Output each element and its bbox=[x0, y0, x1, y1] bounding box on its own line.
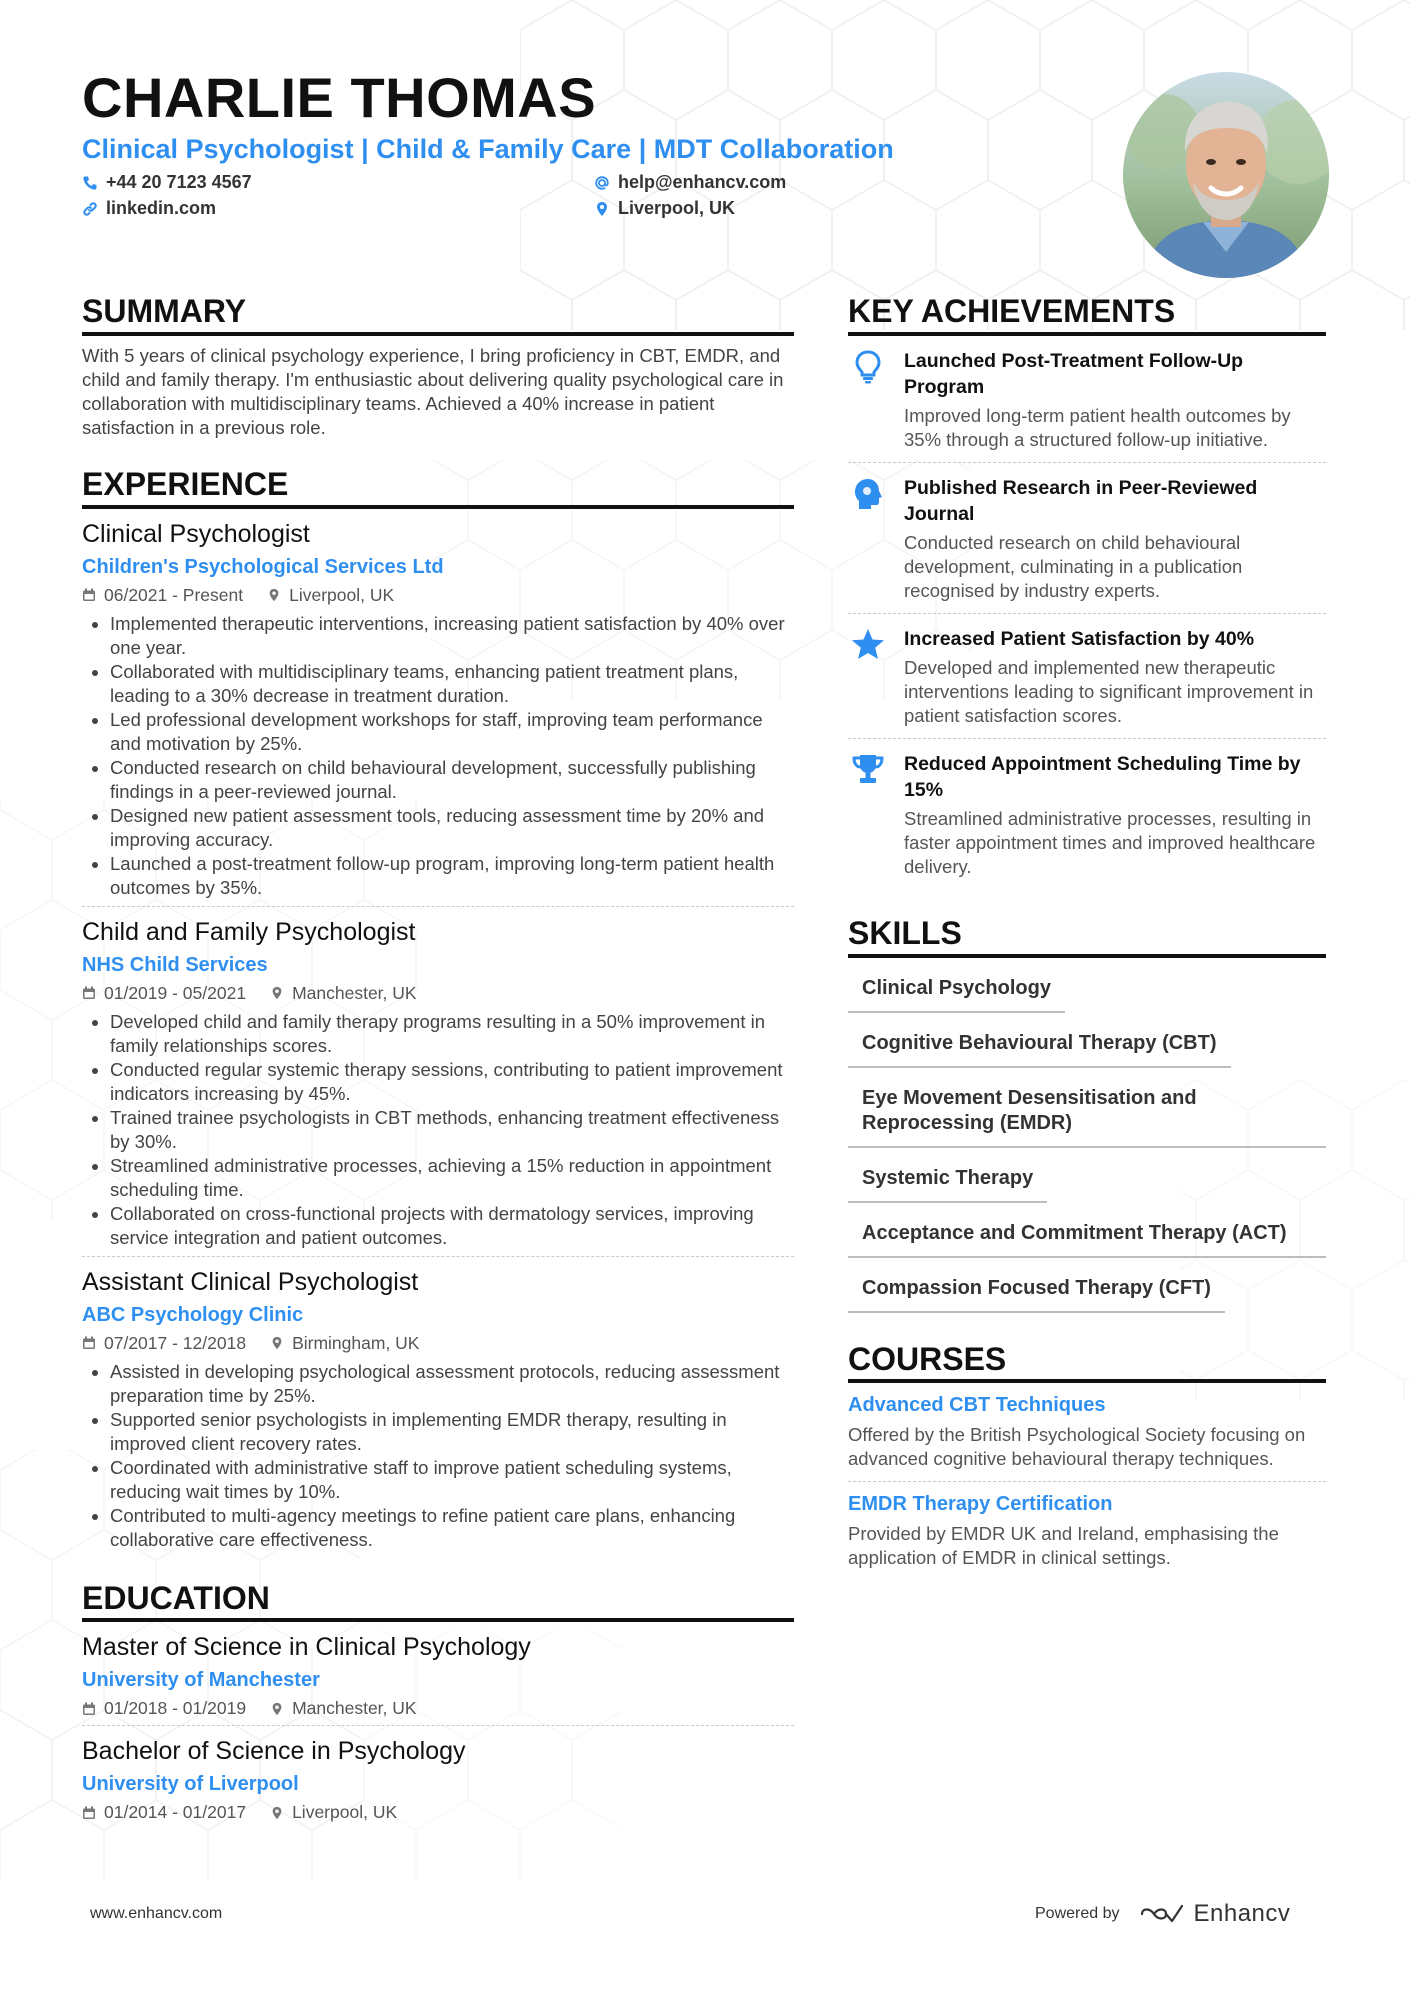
star-icon bbox=[851, 628, 885, 660]
education-dates: 01/2018 - 01/2019 bbox=[104, 1698, 247, 1719]
education-meta bbox=[82, 1802, 794, 1823]
trophy-icon bbox=[851, 753, 885, 785]
company-name: NHS Child Services bbox=[82, 953, 268, 976]
company-name: ABC Psychology Clinic bbox=[82, 1303, 304, 1326]
job-dates: 01/2019 - 05/2021 bbox=[104, 982, 247, 1003]
achievement-item bbox=[848, 463, 1326, 614]
list-item: • Assisted in developing psychological assessment protocols, reducing assessment preparation time by 25%. bbox=[110, 1360, 794, 1408]
list-item: • Collaborated with multidisciplinary teams, enhancing patient treatment plans, leading to a 30% decrease in treatment duration. bbox=[110, 660, 794, 708]
skill-tag: Systemic Therapy bbox=[848, 1166, 1047, 1203]
phone-text: +44 20 7123 4567 bbox=[106, 172, 252, 192]
job-entry bbox=[82, 907, 794, 1257]
course-title: Advanced CBT Techniques bbox=[848, 1394, 1106, 1417]
summary-title: SUMMARY bbox=[82, 293, 794, 336]
summary-section bbox=[82, 293, 794, 440]
education-entry bbox=[82, 1726, 794, 1829]
map-pin-icon bbox=[270, 985, 284, 1001]
brand-name: Enhancv bbox=[1193, 1900, 1291, 1927]
job-meta bbox=[82, 1333, 794, 1354]
education-location: Manchester, UK bbox=[292, 1698, 417, 1719]
achievement-desc: Developed and implemented new therapeutic interventions leading to significant improvement in patient satisfaction scores. bbox=[904, 656, 1314, 726]
skill-tag: Acceptance and Commitment Therapy (ACT) bbox=[848, 1221, 1326, 1258]
headline: Clinical Psychologist | Child & Family Care | MDT Collaboration bbox=[82, 134, 894, 164]
footer-powered bbox=[1035, 1900, 1290, 1928]
experience-title: EXPERIENCE bbox=[82, 466, 794, 509]
head-icon bbox=[852, 477, 884, 511]
phone-icon bbox=[82, 175, 98, 191]
achievement-title: Launched Post-Treatment Follow-Up Program bbox=[904, 349, 1244, 398]
degree-title: Master of Science in Clinical Psychology bbox=[82, 1633, 531, 1662]
job-location: Liverpool, UK bbox=[289, 584, 395, 605]
lightbulb-icon bbox=[854, 350, 882, 384]
powered-by-label: Powered by bbox=[1035, 1905, 1120, 1922]
linkedin-text: linkedin.com bbox=[106, 198, 217, 218]
course-title: EMDR Therapy Certification bbox=[848, 1493, 1113, 1516]
achievement-desc: Improved long-term patient health outcomes by 35% through a structured follow-up initiative. bbox=[904, 404, 1291, 450]
achievements-section bbox=[848, 293, 1326, 889]
skills-title: SKILLS bbox=[848, 915, 1326, 958]
job-bullets bbox=[82, 612, 794, 900]
achievement-item bbox=[848, 336, 1326, 463]
job-entry bbox=[82, 509, 794, 907]
calendar-icon bbox=[82, 986, 96, 1000]
skill-tag: Clinical Psychology bbox=[848, 976, 1065, 1013]
enhancv-logo-icon bbox=[1138, 1902, 1186, 1926]
skill-tag: Cognitive Behavioural Therapy (CBT) bbox=[848, 1031, 1231, 1068]
right-column bbox=[848, 293, 1326, 1580]
courses-section bbox=[848, 1341, 1326, 1581]
course-desc: Provided by EMDR UK and Ireland, emphasising the application of EMDR in clinical settings. bbox=[848, 1523, 1279, 1569]
job-bullets bbox=[82, 1010, 794, 1250]
education-meta bbox=[82, 1698, 794, 1719]
education-entry bbox=[82, 1622, 794, 1726]
achievement-title: Reduced Appointment Scheduling Time by 15% bbox=[904, 752, 1301, 801]
skill-tag: Eye Movement Desensitisation and Reprocessing (EMDR) bbox=[848, 1086, 1326, 1148]
job-dates: 07/2017 - 12/2018 bbox=[104, 1332, 247, 1353]
job-location: Manchester, UK bbox=[292, 982, 417, 1003]
calendar-icon bbox=[82, 1336, 96, 1350]
list-item: • Collaborated on cross-functional projects with dermatology services, improving service integration and patient outcomes. bbox=[110, 1202, 794, 1250]
achievements-title: KEY ACHIEVEMENTS bbox=[848, 293, 1326, 336]
location-text: Liverpool, UK bbox=[618, 198, 736, 218]
list-item: • Designed new patient assessment tools, reducing assessment time by 20% and improving accuracy. bbox=[110, 804, 794, 852]
job-dates: 06/2021 - Present bbox=[104, 584, 244, 605]
calendar-icon bbox=[82, 1806, 96, 1820]
achievement-item bbox=[848, 614, 1326, 739]
course-desc: Offered by the British Psychological Society focusing on advanced cognitive behavioural therapy techniques. bbox=[848, 1424, 1306, 1470]
email-text: help@enhancv.com bbox=[618, 172, 787, 192]
course-item bbox=[848, 1482, 1326, 1580]
courses-title: COURSES bbox=[848, 1341, 1326, 1384]
link-icon bbox=[82, 201, 98, 217]
map-pin-icon bbox=[594, 201, 610, 217]
job-title: Child and Family Psychologist bbox=[82, 917, 416, 946]
list-item: • Conducted research on child behavioural development, successfully publishing findings in a peer-reviewed journal. bbox=[110, 756, 794, 804]
achievement-desc: Conducted research on child behavioural development, culminating in a publication recognised by industry experts. bbox=[904, 531, 1243, 601]
job-title: Clinical Psychologist bbox=[82, 519, 310, 548]
contact-location bbox=[594, 198, 735, 219]
contact-linkedin[interactable] bbox=[82, 198, 216, 219]
achievement-desc: Streamlined administrative processes, resulting in faster appointment times and improved healthcare delivery. bbox=[904, 807, 1316, 877]
list-item: • Implemented therapeutic interventions, increasing patient satisfaction by 40% over one year. bbox=[110, 612, 794, 660]
summary-text: With 5 years of clinical psychology experience, I bring proficiency in CBT, EMDR, and child and family therapy. I'm enthusiastic about delivering quality psychological care in collaboration with multidisciplinary teams. Achieved a 40% increase in patient satisfaction in a previous role. bbox=[82, 344, 784, 438]
calendar-icon bbox=[82, 1702, 96, 1716]
list-item: • Trained trainee psychologists in CBT methods, enhancing treatment effectiveness by 30%. bbox=[110, 1106, 794, 1154]
school-name: University of Manchester bbox=[82, 1669, 320, 1692]
job-meta bbox=[82, 585, 794, 606]
list-item: • Contributed to multi-agency meetings to refine patient care plans, enhancing collaborative care effectiveness. bbox=[110, 1504, 794, 1552]
job-title: Assistant Clinical Psychologist bbox=[82, 1267, 419, 1296]
footer-website[interactable]: www.enhancv.com bbox=[90, 1905, 223, 1922]
list-item: • Conducted regular systemic therapy sessions, contributing to patient improvement indicators increasing by 45%. bbox=[110, 1058, 794, 1106]
course-item bbox=[848, 1383, 1326, 1482]
brand-logo[interactable] bbox=[1138, 1900, 1291, 1928]
education-dates: 01/2014 - 01/2017 bbox=[104, 1802, 247, 1823]
company-name: Children's Psychological Services Ltd bbox=[82, 555, 444, 578]
education-section bbox=[82, 1580, 794, 1830]
contact-phone[interactable] bbox=[82, 172, 252, 193]
list-item: • Led professional development workshops for staff, improving team performance and motivation by 25%. bbox=[110, 708, 794, 756]
list-item: • Launched a post-treatment follow-up program, improving long-term patient health outcomes by 35%. bbox=[110, 852, 794, 900]
achievement-title: Increased Patient Satisfaction by 40% bbox=[904, 627, 1255, 650]
job-entry bbox=[82, 1257, 794, 1558]
list-item: • Developed child and family therapy programs resulting in a 50% improvement in family relationships scores. bbox=[110, 1010, 794, 1058]
experience-section bbox=[82, 466, 794, 1558]
education-title: EDUCATION bbox=[82, 1580, 794, 1623]
degree-title: Bachelor of Science in Psychology bbox=[82, 1737, 466, 1766]
candidate-name: CHARLIE THOMAS bbox=[82, 66, 597, 129]
map-pin-icon bbox=[270, 1335, 284, 1351]
job-location: Birmingham, UK bbox=[292, 1332, 420, 1353]
calendar-icon bbox=[82, 588, 96, 602]
job-meta bbox=[82, 983, 794, 1004]
contact-email[interactable] bbox=[594, 172, 786, 193]
at-icon bbox=[594, 175, 610, 191]
list-item: • Supported senior psychologists in implementing EMDR therapy, resulting in improved client recovery rates. bbox=[110, 1408, 794, 1456]
job-bullets bbox=[82, 1360, 794, 1552]
school-name: University of Liverpool bbox=[82, 1773, 299, 1796]
skills-section bbox=[848, 915, 1326, 1313]
list-item: • Streamlined administrative processes, achieving a 15% reduction in appointment scheduling time. bbox=[110, 1154, 794, 1202]
map-pin-icon bbox=[267, 587, 281, 603]
skill-tag: Compassion Focused Therapy (CFT) bbox=[848, 1276, 1225, 1313]
left-column bbox=[82, 293, 794, 1829]
achievement-item bbox=[848, 739, 1326, 889]
map-pin-icon bbox=[270, 1701, 284, 1717]
achievement-title: Published Research in Peer-Reviewed Journal bbox=[904, 476, 1258, 525]
map-pin-icon bbox=[270, 1805, 284, 1821]
profile-photo bbox=[1123, 72, 1329, 278]
education-location: Liverpool, UK bbox=[292, 1802, 398, 1823]
list-item: • Coordinated with administrative staff to improve patient scheduling systems, reducing wait times by 10%. bbox=[110, 1456, 794, 1504]
